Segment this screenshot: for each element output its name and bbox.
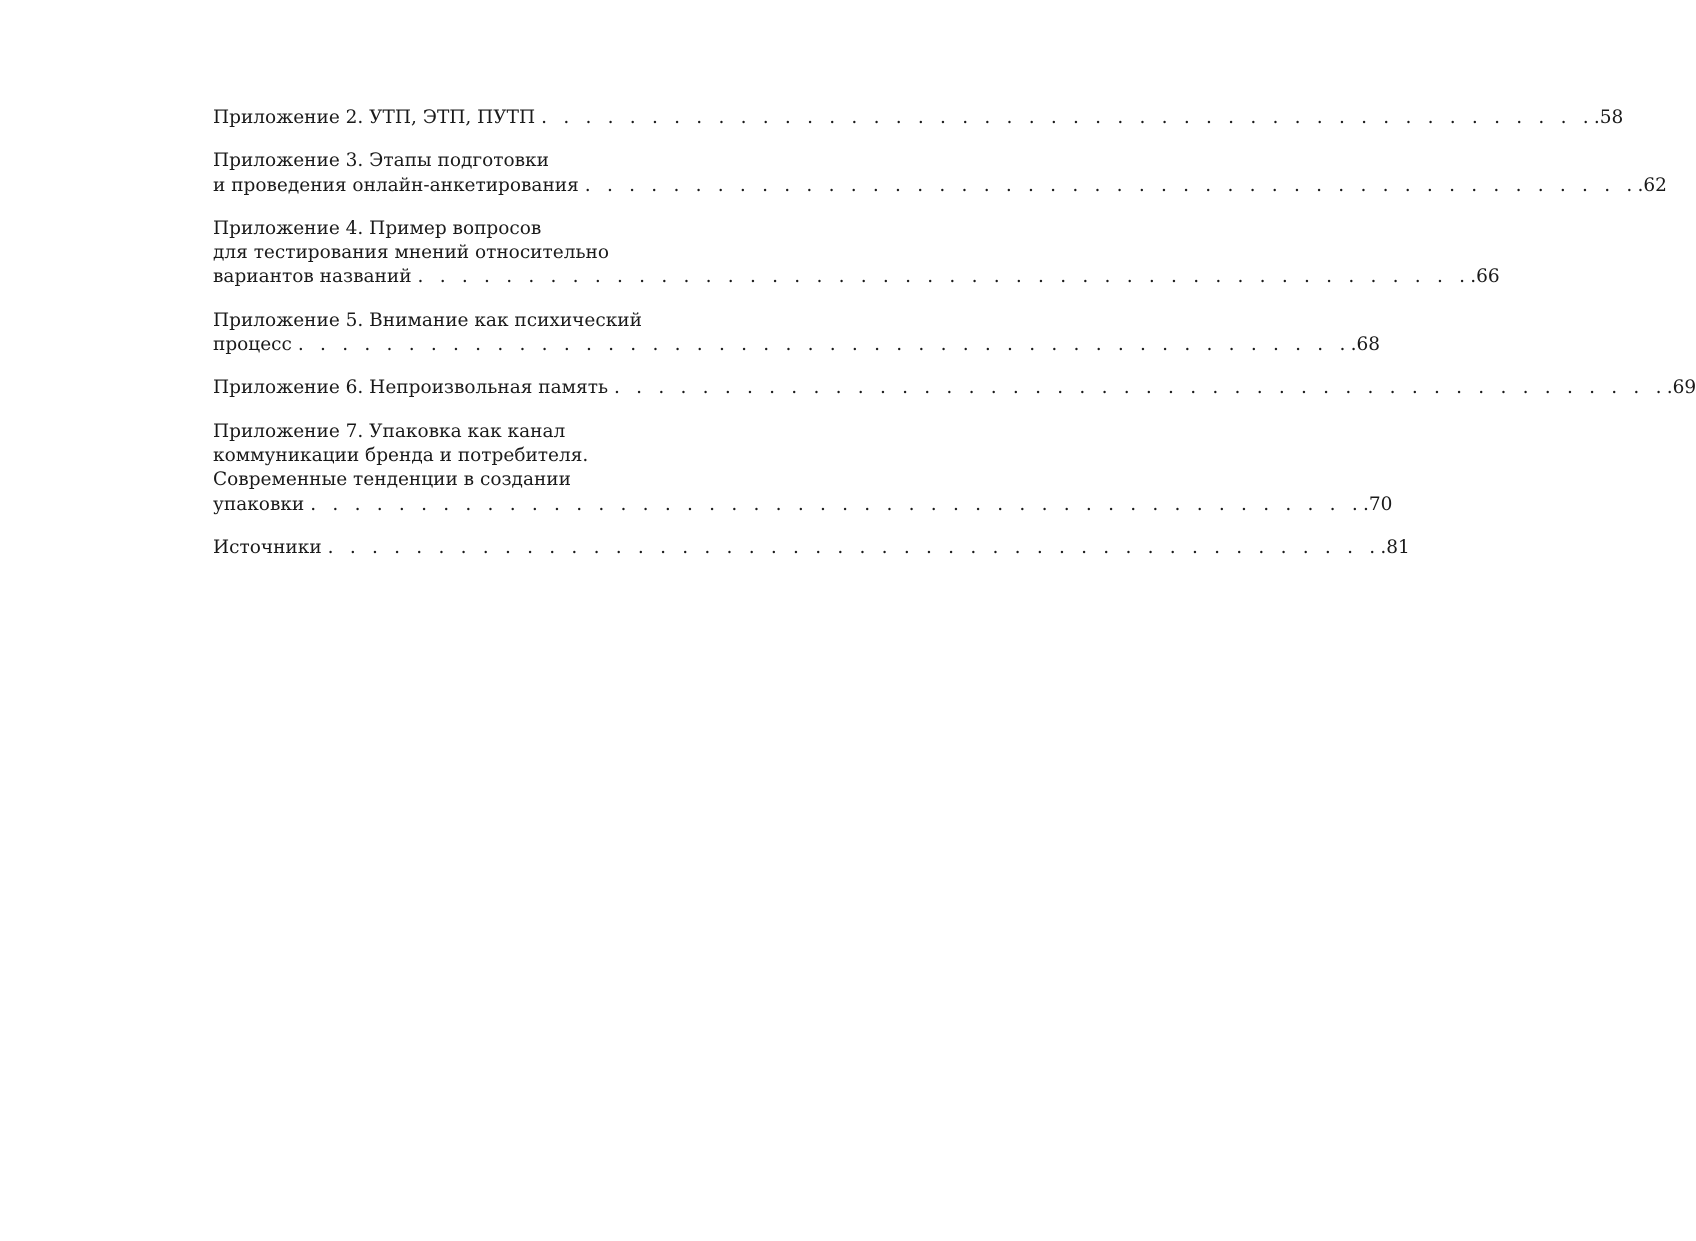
toc-entry-appendix-3[interactable] (213, 149, 1667, 198)
dot-leader: . . . . . . . . . . . . . . . . . . . . . . . . . . . . . . . . . . . . . . . . . . . . . . . . (614, 377, 1667, 399)
toc-entry-title-continued: вариантов названий (213, 266, 412, 288)
table-of-contents (213, 106, 1696, 579)
toc-entry-title: Приложение 2. УТП, ЭТП, ПУТП (213, 107, 536, 128)
toc-entry-title-continued: и проведения онлайн-анкетирования (213, 174, 579, 196)
toc-entry-title: Приложение 3. Этапы подготовки (213, 150, 549, 172)
toc-page-number: .68 (1350, 334, 1380, 356)
toc-entry-appendix-4[interactable] (213, 217, 1500, 290)
dot-leader: . . . . . . . . . . . . . . . . . . . . . . . . . . . . . . . . . . . . . . . . . . . . . . . . (310, 493, 1363, 515)
toc-page-number: .66 (1470, 266, 1500, 288)
toc-entry-appendix-5[interactable] (213, 309, 1380, 358)
toc-entry-title-continued: процесс (213, 334, 292, 356)
toc-entry-appendix-2[interactable] (213, 106, 1624, 130)
toc-page-number: .81 (1380, 536, 1410, 558)
dot-leader: . . . . . . . . . . . . . . . . . . . . . . . . . . . . . . . . . . . . . . . . . . . . . . . . (541, 107, 1594, 128)
toc-entry-title-continued: упаковки (213, 493, 305, 515)
toc-entry-appendix-7[interactable] (213, 420, 1393, 517)
toc-entry-title: Приложение 6. Непроизвольная память (213, 377, 609, 399)
dot-leader: . . . . . . . . . . . . . . . . . . . . . . . . . . . . . . . . . . . . . . . . . . . . . . . . (584, 174, 1638, 196)
dot-leader: . . . . . . . . . . . . . . . . . . . . . . . . . . . . . . . . . . . . . . . . . . . . . . . . (327, 536, 1381, 558)
toc-entry-title: Приложение 4. Пример вопросов (213, 217, 542, 239)
toc-page-number: .70 (1362, 493, 1393, 515)
toc-entry-title-continued: Современные тенденции в создании (213, 469, 571, 491)
toc-entry-title: Источники (213, 536, 322, 558)
toc-entry-title: Приложение 5. Внимание как психический (213, 309, 642, 331)
dot-leader: . . . . . . . . . . . . . . . . . . . . . . . . . . . . . . . . . . . . . . . . . . . . . . . . (297, 334, 1351, 356)
toc-entry-title-continued: для тестирования мнений относительно (213, 242, 609, 264)
toc-entry-appendix-6[interactable] (213, 376, 1696, 400)
toc-entry-title: Приложение 7. Упаковка как канал (213, 420, 566, 442)
toc-page-number: .62 (1637, 174, 1667, 196)
toc-entry-sources[interactable] (213, 536, 1410, 560)
toc-page-number: .58 (1593, 107, 1624, 128)
dot-leader: . . . . . . . . . . . . . . . . . . . . . . . . . . . . . . . . . . . . . . . . . . . . . . . . (417, 266, 1471, 288)
toc-page-number: .69 (1666, 377, 1696, 399)
toc-entry-title-continued: коммуникации бренда и потребителя. (213, 444, 589, 466)
